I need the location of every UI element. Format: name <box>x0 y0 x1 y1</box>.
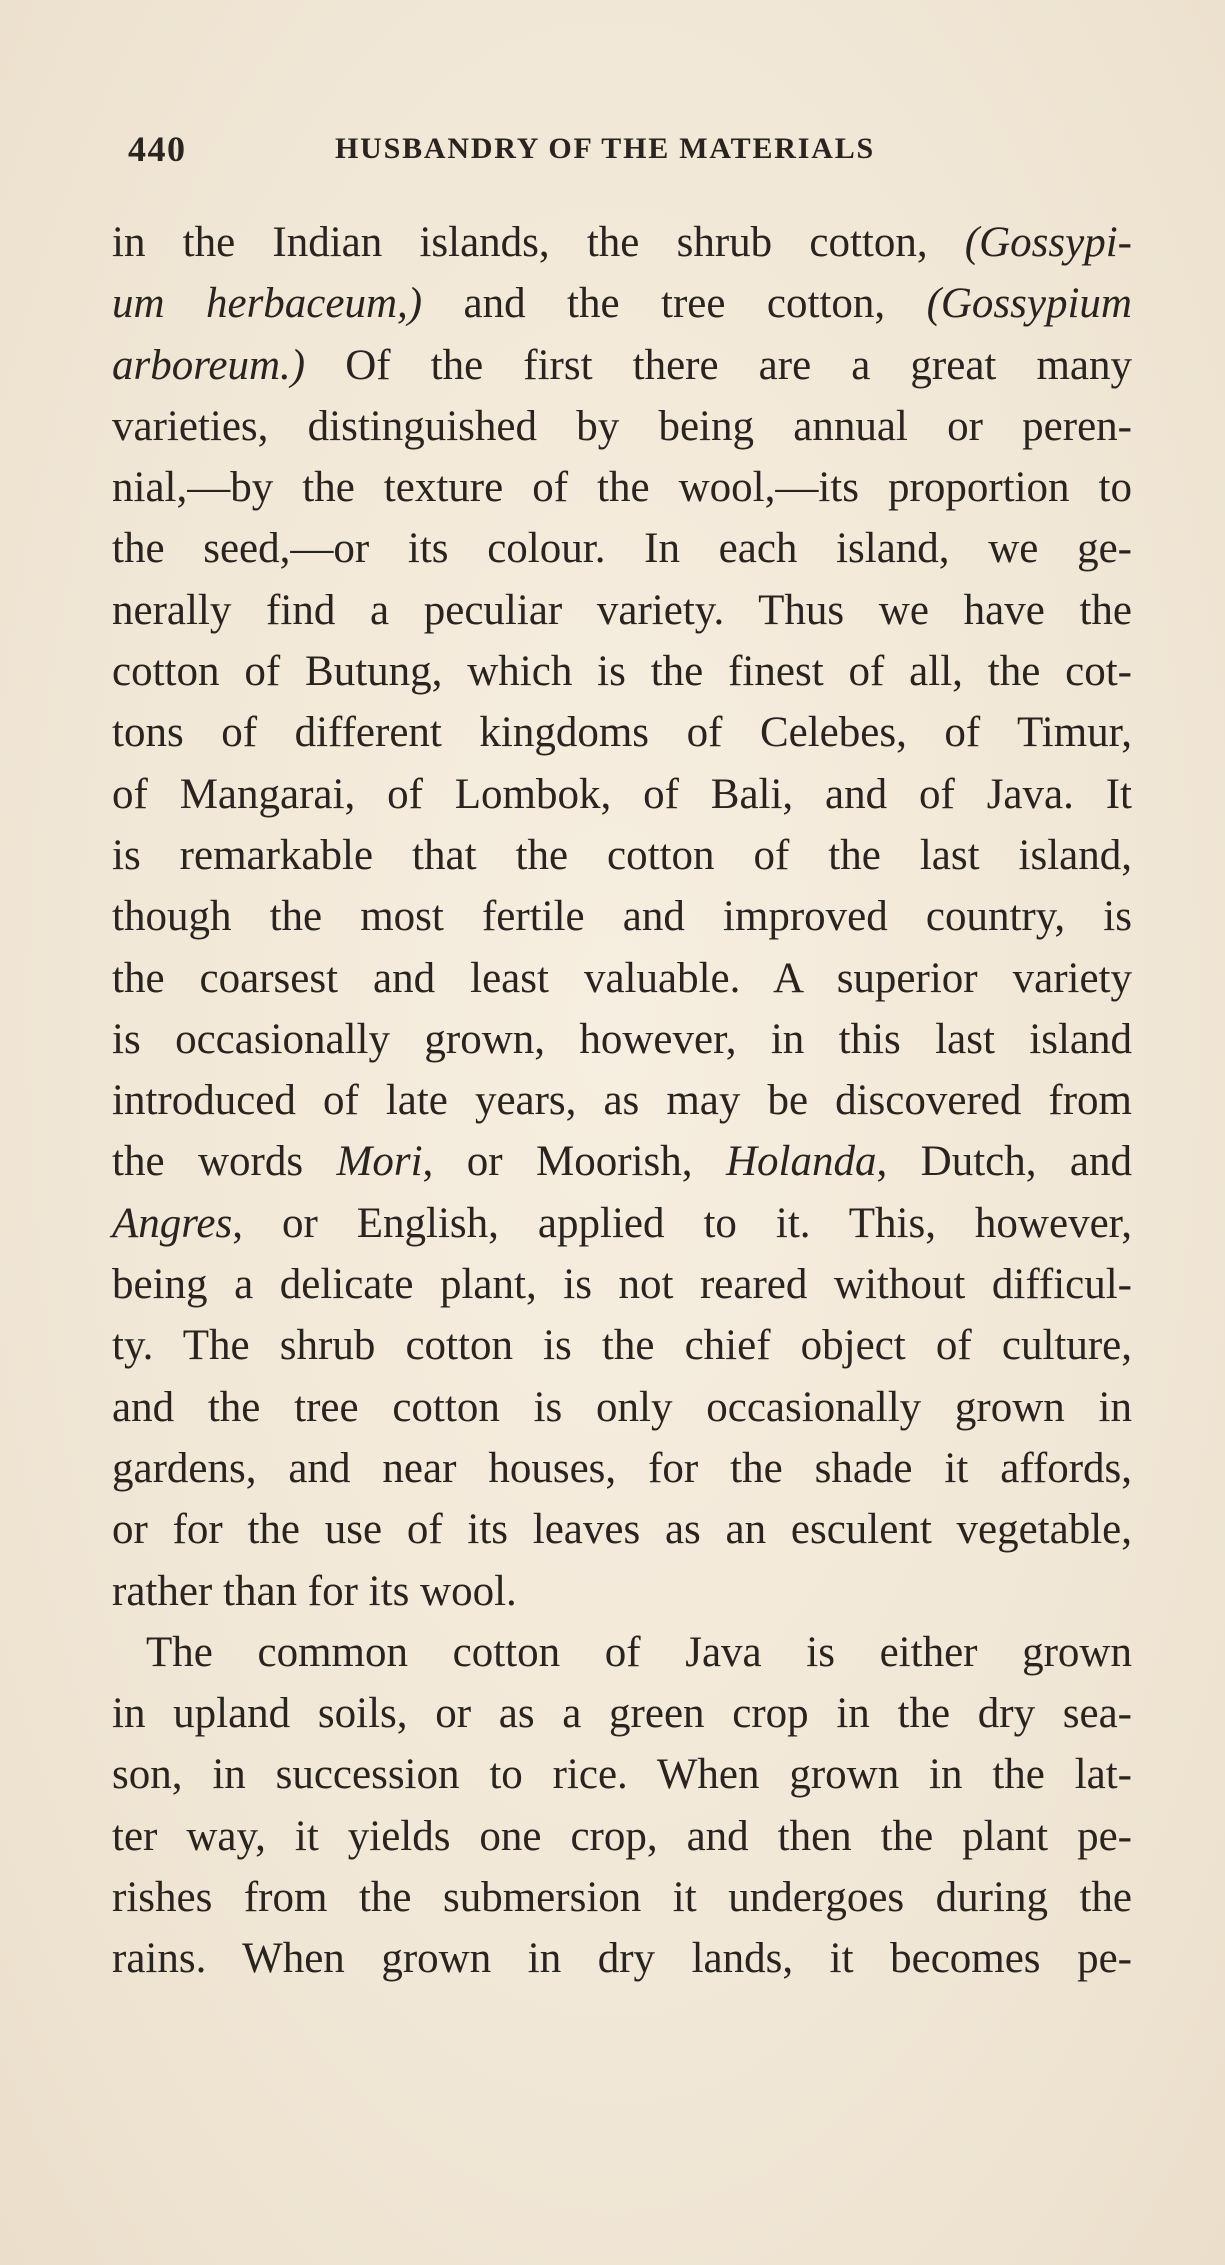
running-head <box>128 128 966 178</box>
text-line <box>112 396 1132 457</box>
text-run: nerally find a peculiar variety. Thus we have the <box>112 586 1132 634</box>
text-run: is occasionally grown, however, in this last island <box>112 1015 1132 1063</box>
text-run: , Dutch, and <box>876 1138 1133 1186</box>
italic-text: Angres <box>112 1199 233 1247</box>
text-run: rather than for its wool. <box>112 1567 517 1615</box>
text-run: and the tree cotton, <box>422 280 927 328</box>
text-line <box>112 1744 1132 1805</box>
text-line <box>112 764 1132 825</box>
text-run: being a delicate plant, is not reared without difficul- <box>112 1261 1132 1309</box>
text-run: , or Moorish, <box>422 1138 726 1186</box>
text-line <box>112 702 1132 763</box>
italic-text: Mori <box>336 1138 423 1186</box>
text-run: the seed,—or its colour. In each island, we ge- <box>112 525 1132 573</box>
text-run: the coarsest and least valuable. A superior variety <box>112 954 1132 1002</box>
text-line <box>112 580 1132 641</box>
text-line <box>112 641 1132 702</box>
text-line <box>112 212 1132 273</box>
text-run: rains. When grown in dry lands, it becomes pe- <box>112 1935 1132 1983</box>
text-line <box>112 1009 1132 1070</box>
text-run: nial,—by the texture of the wool,—its proportion to <box>112 464 1132 512</box>
text-line <box>112 886 1132 947</box>
text-line <box>112 1499 1132 1560</box>
text-run: The common cotton of Java is either grown <box>146 1628 1132 1676</box>
text-line <box>112 1561 1132 1622</box>
text-run: ty. The shrub cotton is the chief object of culture, <box>112 1322 1132 1370</box>
italic-text: (Gossypi- <box>964 219 1132 266</box>
running-title: HUSBANDRY OF THE MATERIALS <box>335 132 875 165</box>
text-line <box>112 335 1132 396</box>
text-line <box>112 1131 1132 1192</box>
text-run: of Mangarai, of Lombok, of Bali, and of Java. It <box>112 770 1132 818</box>
text-line <box>112 273 1132 334</box>
text-line <box>112 1683 1132 1744</box>
text-run: or for the use of its leaves as an esculent vegetable, <box>112 1506 1132 1554</box>
text-line <box>112 948 1132 1009</box>
text-line <box>112 1070 1132 1131</box>
italic-text: (Gossypium <box>926 280 1132 328</box>
text-run: gardens, and near houses, for the shade it affords, <box>112 1444 1132 1492</box>
text-run: though the most fertile and improved country, is <box>112 893 1132 941</box>
text-line <box>112 457 1132 518</box>
text-run: in upland soils, or as a green crop in the dry sea- <box>112 1690 1132 1738</box>
italic-text: um herbaceum,) <box>112 280 423 328</box>
text-run: cotton of Butung, which is the finest of all, the cot- <box>112 648 1132 696</box>
text-line <box>112 1254 1132 1315</box>
text-run: tons of different kingdoms of Celebes, of Timur, <box>112 709 1132 757</box>
text-line <box>112 1438 1132 1499</box>
text-line <box>112 1622 1132 1683</box>
text-run: is remarkable that the cotton of the last island, <box>112 831 1132 879</box>
page-number: 440 <box>128 129 187 169</box>
text-run: Of the first there are a great many <box>305 341 1132 389</box>
text-run: ter way, it yields one crop, and then the plant pe- <box>112 1812 1132 1860</box>
text-run: son, in succession to rice. When grown in the lat- <box>112 1751 1132 1799</box>
italic-text: Holanda <box>725 1138 877 1186</box>
text-line <box>112 1193 1132 1254</box>
text-run: , or English, applied to it. This, however, <box>232 1199 1132 1247</box>
text-line <box>112 518 1132 579</box>
text-line <box>112 1806 1132 1867</box>
body-text <box>112 212 1132 1990</box>
text-line <box>112 1377 1132 1438</box>
text-run: the words <box>112 1138 337 1186</box>
text-run: introduced of late years, as may be discovered from <box>112 1077 1132 1125</box>
text-run: varieties, distinguished by being annual or peren- <box>112 402 1132 450</box>
text-line <box>112 1928 1132 1989</box>
italic-text: arboreum.) <box>112 341 306 389</box>
text-run: in the Indian islands, the shrub cotton, <box>112 219 965 266</box>
text-line <box>112 825 1132 886</box>
text-line <box>112 1867 1132 1928</box>
text-run: rishes from the submersion it undergoes during the <box>112 1874 1132 1922</box>
text-line <box>112 1315 1132 1376</box>
text-run: and the tree cotton is only occasionally grown in <box>112 1383 1132 1431</box>
